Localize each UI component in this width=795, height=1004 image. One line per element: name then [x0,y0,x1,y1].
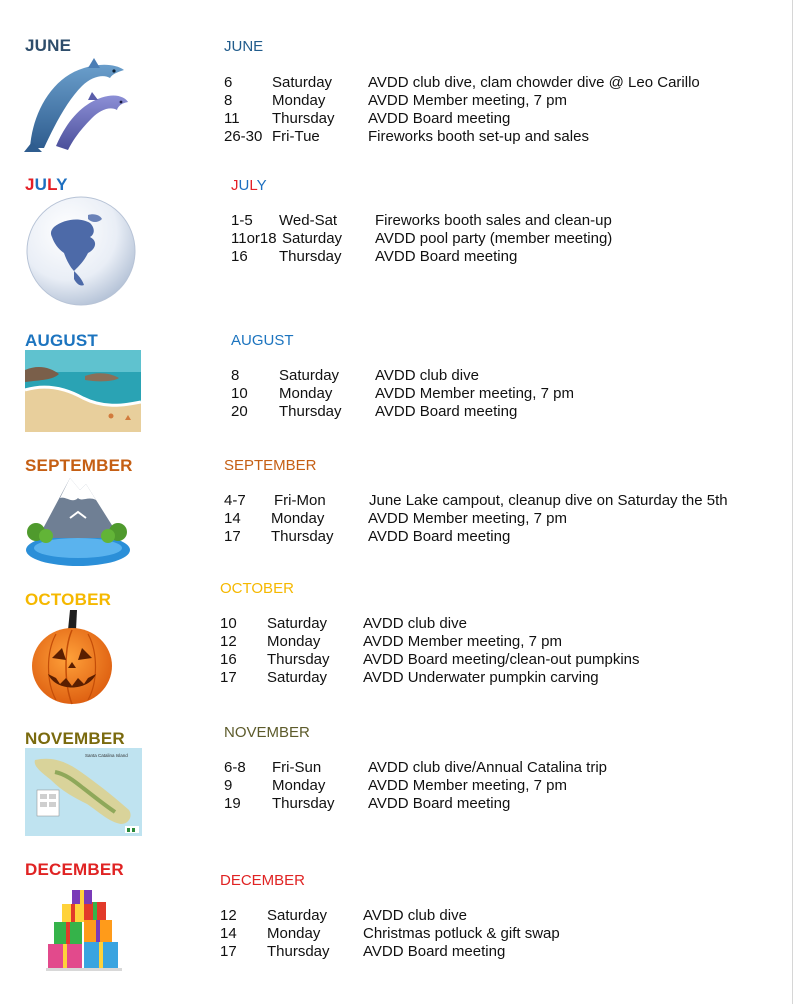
event-day: Monday [272,92,326,109]
september-title: SEPTEMBER [224,457,317,474]
event-description: AVDD club dive/Annual Catalina trip [368,759,608,776]
event-description: AVDD Member meeting, 7 pm [368,510,567,527]
event-description: AVDD Underwater pumpkin carving [363,669,599,686]
event-row [231,248,651,266]
event-description: AVDD pool party (member meeting) [375,230,613,247]
gifts-picture [44,890,124,972]
catalina-map-picture [25,748,142,836]
november-title: NOVEMBER [224,724,310,741]
event-description: AVDD Board meeting/clean-out pumpkins [363,651,640,668]
event-description: AVDD Member meeting, 7 pm [363,633,562,650]
event-day: Thursday [272,795,335,812]
event-description: AVDD club dive [363,615,467,632]
event-day: Monday [272,777,326,794]
event-date: 9 [224,777,233,794]
event-row [224,795,644,813]
event-date: 16 [220,651,237,668]
october-side-title: OCTOBER [25,590,112,609]
event-row [220,651,680,669]
event-description: Christmas potluck & gift swap [363,925,560,942]
event-description: Fireworks booth sales and clean-up [375,212,612,229]
event-date: 11 [224,110,240,127]
event-date: 12 [220,633,237,650]
event-date: 12 [220,907,237,924]
event-description: AVDD Board meeting [368,528,511,545]
event-row [220,615,680,633]
event-day: Monday [267,633,321,650]
event-description: AVDD club dive [375,367,479,384]
event-date: 19 [224,795,241,812]
event-row [224,492,764,510]
june-title: JUNE [224,38,264,55]
event-description: AVDD Member meeting, 7 pm [375,385,574,402]
event-description: June Lake campout, cleanup dive on Saturday the 5th [369,492,728,509]
event-day: Thursday [272,110,335,127]
event-day: Monday [279,385,333,402]
event-day: Saturday [267,615,328,632]
event-date: 17 [224,528,241,545]
event-row [231,367,631,385]
event-description: AVDD Board meeting [375,248,518,265]
event-day: Thursday [267,651,330,668]
page-edge-line [792,0,793,1004]
event-day: Wed-Sat [279,212,338,229]
event-date: 1-5 [231,212,253,229]
event-date: 26-30 [224,128,263,145]
pumpkin-picture [30,608,114,706]
event-day: Saturday [279,367,340,384]
event-day: Saturday [267,669,328,686]
event-row [224,128,744,146]
july-title: JULY [231,177,267,194]
event-description: AVDD Board meeting [375,403,518,420]
event-day: Fri-Tue [272,128,320,145]
event-date: 11or18 [231,230,277,247]
event-day: Monday [267,925,321,942]
june-side-title: JUNE [25,36,72,55]
event-row [231,230,651,248]
event-row [224,510,764,528]
event-day: Saturday [267,907,328,924]
event-day: Saturday [282,230,343,247]
october-title: OCTOBER [220,580,294,597]
event-description: AVDD Board meeting [368,110,511,127]
event-date: 14 [220,925,237,942]
event-description: AVDD Board meeting [368,795,511,812]
globe-picture [24,195,138,307]
event-day: Fri-Sun [272,759,322,776]
event-description: AVDD club dive [363,907,467,924]
event-row [231,212,651,230]
event-date: 4-7 [224,492,246,509]
event-row [224,110,744,128]
event-date: 17 [220,943,237,960]
event-day: Fri-Mon [274,492,326,509]
event-description: AVDD Member meeting, 7 pm [368,92,567,109]
event-row [220,925,640,943]
event-row [220,907,640,925]
event-date: 14 [224,510,241,527]
event-row [224,92,744,110]
event-date: 16 [231,248,248,265]
event-row [224,759,644,777]
event-date: 10 [231,385,248,402]
mountain-lake-picture [22,474,134,568]
event-row [231,403,631,421]
december-title: DECEMBER [220,872,306,889]
september-side-title: SEPTEMBER [25,456,133,475]
event-date: 8 [224,92,233,109]
beach-picture [25,350,141,432]
event-date: 17 [220,669,237,686]
event-row [224,528,764,546]
dolphins-picture [22,56,130,154]
event-row [220,669,680,687]
event-day: Thursday [271,528,334,545]
event-day: Saturday [272,74,333,91]
event-row [231,385,631,403]
event-description: AVDD Member meeting, 7 pm [368,777,567,794]
event-day: Thursday [279,248,342,265]
event-row [220,633,680,651]
event-date: 10 [220,615,237,632]
event-date: 6-8 [224,759,246,776]
july-side-title: JULY [25,175,68,194]
event-description: Fireworks booth set-up and sales [368,128,589,145]
event-date: 20 [231,403,248,420]
november-side-title: NOVEMBER [25,729,125,748]
august-side-title: AUGUST [25,331,98,350]
december-side-title: DECEMBER [25,860,124,879]
event-day: Monday [271,510,325,527]
event-day: Thursday [279,403,342,420]
event-row [220,943,640,961]
event-row [224,74,744,92]
event-day: Thursday [267,943,330,960]
event-description: AVDD Board meeting [363,943,506,960]
map-label: Santa Catalina Island [85,753,128,758]
event-date: 8 [231,367,240,384]
event-description: AVDD club dive, clam chowder dive @ Leo Carillo [368,74,700,91]
event-row [224,777,644,795]
event-date: 6 [224,74,233,91]
august-title: AUGUST [231,332,294,349]
